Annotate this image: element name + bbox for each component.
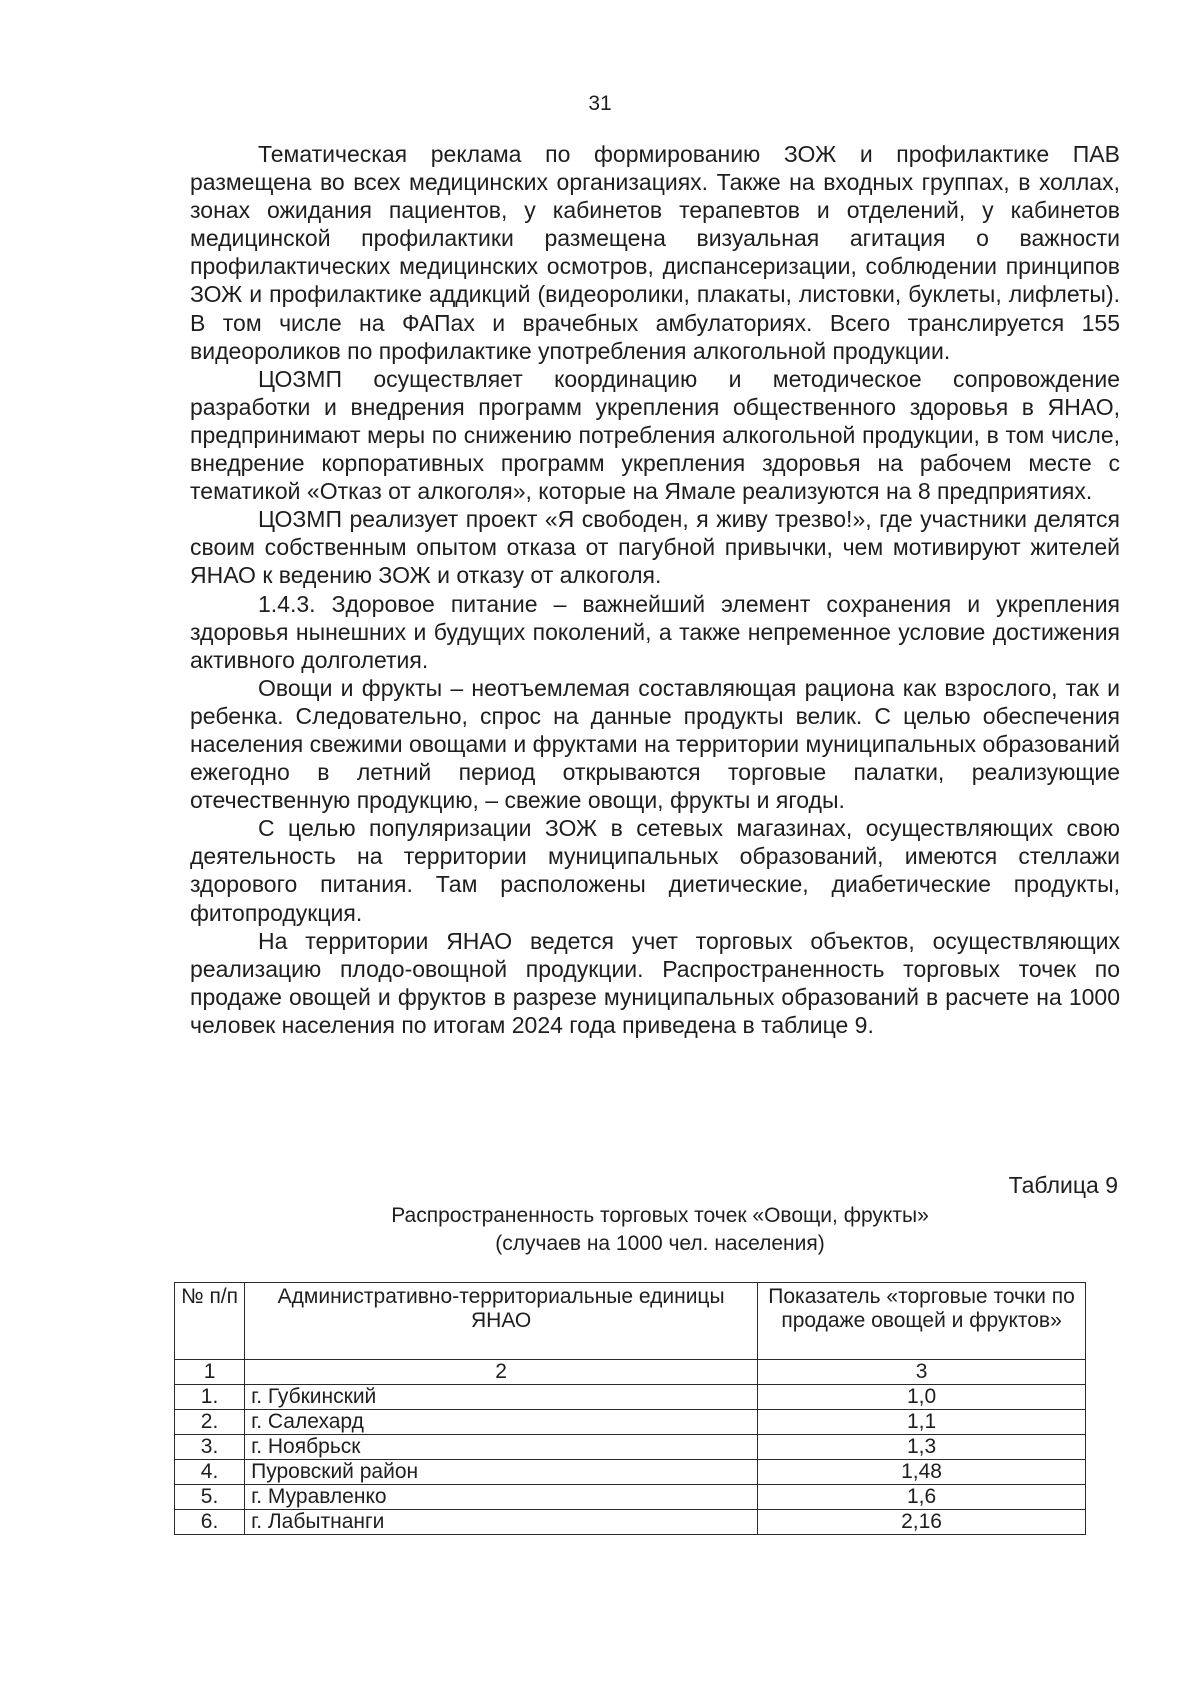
header-name: Административно-территориальные единицы ЯНАО	[245, 1283, 758, 1360]
paragraph: С целью популяризации ЗОЖ в сетевых магазинах, осуществляющих свою деятельность на территории муниципальных образований, имеются стеллажи здорового питания. Там расположены диетические, диабетические продукты, фитопродукция.	[190, 815, 1120, 926]
row-value: 1,1	[758, 1410, 1086, 1435]
table-row	[175, 1410, 1086, 1435]
row-num: 2.	[175, 1410, 245, 1435]
page-number: 31	[588, 92, 612, 115]
row-value: 1,6	[758, 1485, 1086, 1510]
row-num: 5.	[175, 1485, 245, 1510]
row-name: г. Салехард	[245, 1410, 758, 1435]
paragraph: Тематическая реклама по формированию ЗОЖ и профилактике ПАВ размещена во всех медицинских организациях. Также на входных группах, в холлах, зонах ожидания пациентов, у кабинетов терапевтов и отделений, у кабинетов медицинской профилактики размещена визуальная агитация о важности профилактических медицинских осмотров, диспансеризации, соблюдении принципов ЗОЖ и профилактике аддикций (видеоролики, плакаты, листовки, буклеты, лифлеты). В том числе на ФАПах и врачебных амбулаториях. Всего транслируется 155 видеороликов по профилактике употребления алкогольной продукции.	[190, 141, 1120, 364]
row-name: г. Лабытнанги	[245, 1510, 758, 1535]
index-cell: 2	[245, 1360, 758, 1385]
table-row	[175, 1385, 1086, 1410]
paragraph: Овощи и фрукты – неотъемлемая составляющая рациона как взрослого, так и ребенка. Следовательно, спрос на данные продукты велик. С целью обеспечения населения свежими овощами и фруктами на территории муниципальных образований ежегодно в летний период открываются торговые палатки, реализующие отечественную продукцию, – свежие овощи, фрукты и ягоды.	[190, 674, 1120, 814]
row-value: 2,16	[758, 1510, 1086, 1535]
row-num: 3.	[175, 1435, 245, 1460]
row-value: 1,48	[758, 1460, 1086, 1485]
table-header-row	[175, 1283, 1086, 1360]
table-caption	[160, 1202, 1160, 1258]
paragraph: ЦОЗМП реализует проект «Я свободен, я живу трезво!», где участники делятся своим собственным опытом отказа от пагубной привычки, чем мотивируют жителей ЯНАО к ведению ЗОЖ и отказу от алкоголя.	[190, 506, 1120, 589]
header-num: № п/п	[175, 1283, 245, 1360]
index-cell: 3	[758, 1360, 1086, 1385]
data-table	[174, 1282, 1086, 1535]
row-num: 4.	[175, 1460, 245, 1485]
paragraph: 1.4.3. Здоровое питание – важнейший элемент сохранения и укрепления здоровья нынешних и будущих поколений, а также непременное условие достижения активного долголетия.	[190, 590, 1120, 673]
index-cell: 1	[175, 1360, 245, 1385]
row-num: 6.	[175, 1510, 245, 1535]
row-value: 1,0	[758, 1385, 1086, 1410]
table-row	[175, 1435, 1086, 1460]
row-value: 1,3	[758, 1435, 1086, 1460]
row-name: г. Ноябрьск	[245, 1435, 758, 1460]
body-text	[190, 140, 1120, 1039]
table-row	[175, 1485, 1086, 1510]
table-subtitle: (случаев на 1000 чел. населения)	[495, 1232, 825, 1255]
header-value: Показатель «торговые точки по продаже овощей и фруктов»	[758, 1283, 1086, 1360]
table-row	[175, 1460, 1086, 1485]
paragraph: На территории ЯНАО ведется учет торговых объектов, осуществляющих реализацию плодо-овощной продукции. Распространенность торговых точек по продаже овощей и фруктов в разрезе муниципальных образований в расчете на 1000 человек населения по итогам 2024 года приведена в таблице 9.	[190, 927, 1120, 1038]
row-name: г. Муравленко	[245, 1485, 758, 1510]
paragraph: ЦОЗМП осуществляет координацию и методическое сопровождение разработки и внедрения программ укрепления общественного здоровья в ЯНАО, предпринимают меры по снижению потребления алкогольной продукции, в том числе, внедрение корпоративных программ укрепления здоровья на рабочем месте с тематикой «Отказ от алкоголя», которые на Ямале реализуются на 8 предприятиях.	[190, 365, 1120, 505]
table-label: Таблица 9	[1008, 1172, 1118, 1198]
row-num: 1.	[175, 1385, 245, 1410]
row-name: Пуровский район	[245, 1460, 758, 1485]
table-title: Распространенность торговых точек «Овощи, фрукты»	[391, 1204, 929, 1227]
table-index-row	[175, 1360, 1086, 1385]
row-name: г. Губкинский	[245, 1385, 758, 1410]
table-row	[175, 1510, 1086, 1535]
